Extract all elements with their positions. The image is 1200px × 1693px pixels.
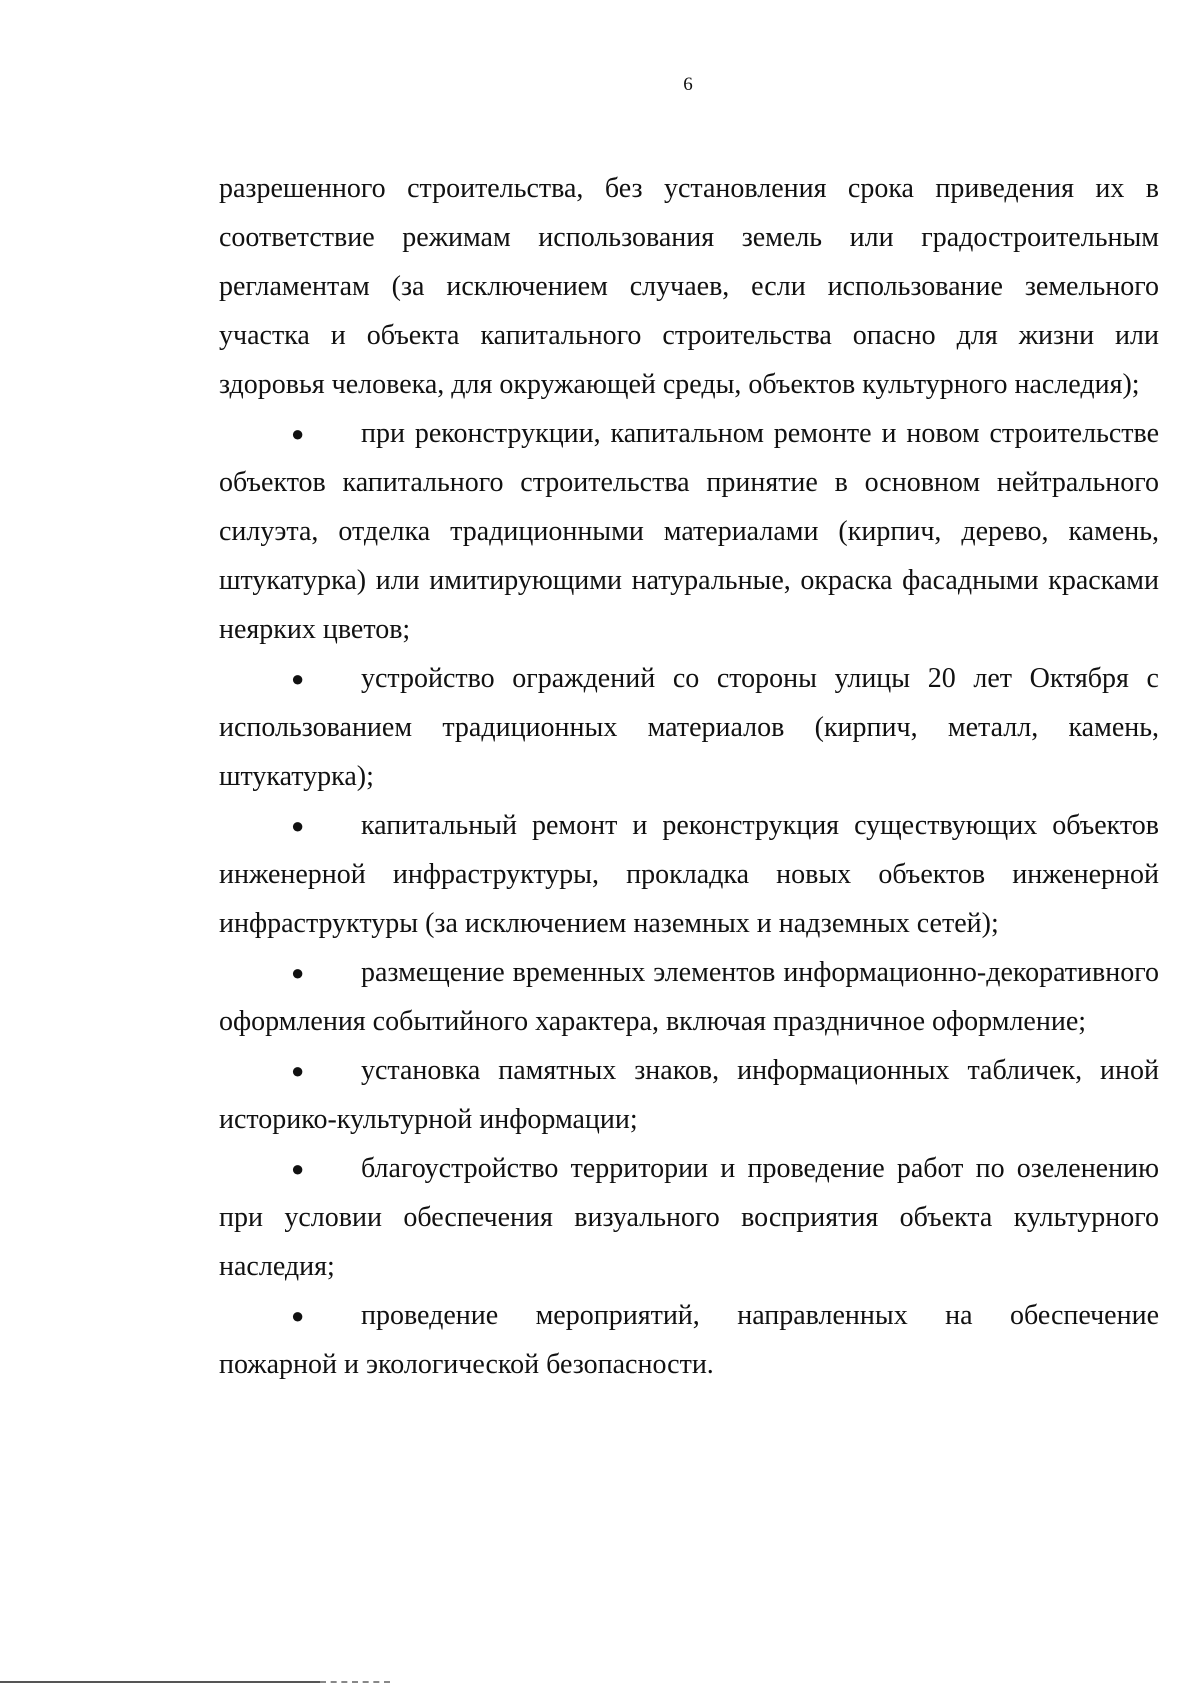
bullet-item (219, 801, 1159, 948)
bullet-text: устройство ограждений со стороны улицы 20 лет Октября с использованием традиционных материалов (кирпич, металл, камень, штукатурка); (219, 663, 1159, 792)
footer-rule-dashed (320, 1681, 390, 1683)
page-number: 6 (683, 74, 693, 95)
bullet-text: при реконструкции, капитальном ремонте и новом строительстве объектов капитального строительства принятие в основном нейтрального силуэта, отделка традиционными материалами (кирпич, дерево, камень, штукатурка) или имитирующими натуральные, окраска фасадными красками неярких цветов; (219, 418, 1159, 645)
bullet-text: благоустройство территории и проведение работ по озеленению при условии обеспечения визуального восприятия объекта культурного наследия; (219, 1153, 1159, 1282)
bullet-icon: ● (291, 960, 305, 985)
bullet-item (219, 1291, 1159, 1389)
bullet-item (219, 1144, 1159, 1291)
bullet-icon: ● (291, 813, 305, 838)
bullet-icon: ● (291, 1058, 305, 1083)
bullet-icon: ● (291, 666, 305, 691)
bullet-item (219, 409, 1159, 654)
intro-paragraph: разрешенного строительства, без установления срока приведения их в соответствие режимам использования земель или градостроительным регламентам (за исключением случаев, если использование земельного участка и объекта капитального строительства опасно для жизни или здоровья человека, для окружающей среды, объектов культурного наследия); (219, 173, 1159, 400)
bullet-icon: ● (291, 1156, 305, 1181)
bullet-text: установка памятных знаков, информационных табличек, иной историко-культурной информации; (219, 1055, 1159, 1135)
bullet-text: размещение временных элементов информационно-декоративного оформления событийного характера, включая праздничное оформление; (219, 957, 1159, 1037)
bullet-icon: ● (291, 1303, 305, 1328)
document-body (219, 164, 1159, 1389)
bullet-item (219, 1046, 1159, 1144)
footer-rule (0, 1681, 320, 1683)
bullet-text: проведение мероприятий, направленных на обеспечение пожарной и экологической безопасности. (219, 1300, 1159, 1380)
bullet-icon: ● (291, 421, 305, 446)
bullet-item (219, 948, 1159, 1046)
bullet-item (219, 654, 1159, 801)
bullet-text: капитальный ремонт и реконструкция существующих объектов инженерной инфраструктуры, прокладка новых объектов инженерной инфраструктуры (за исключением наземных и надземных сетей); (219, 810, 1159, 939)
